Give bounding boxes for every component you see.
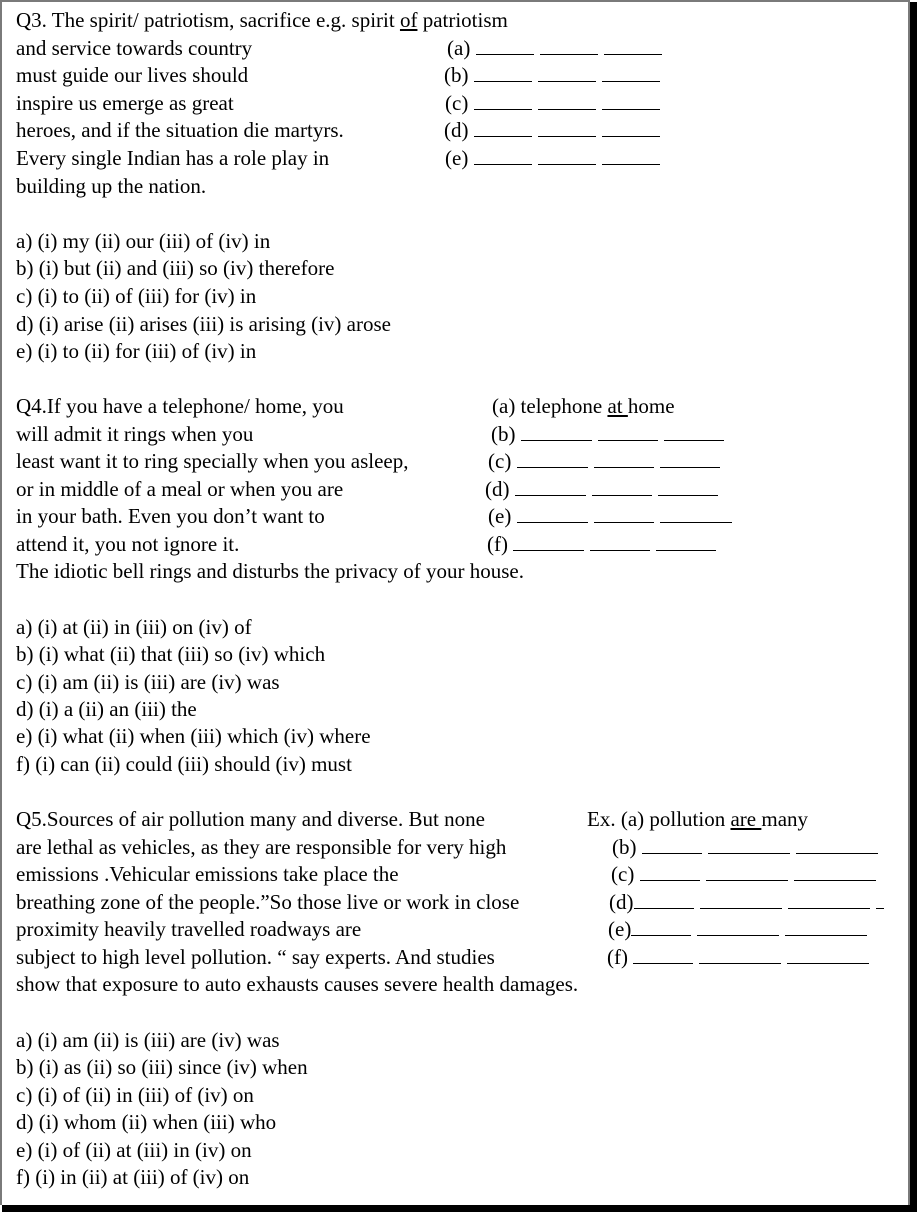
answer-blank[interactable] [538, 91, 596, 110]
q5-passage-line-3: emissions .Vehicular emissions take place the [16, 862, 399, 886]
q5-option-f: f) (i) in (ii) at (iii) of (iv) on [16, 1165, 250, 1189]
q4-passage-line-1: Q4.If you have a telephone/ home, you [16, 394, 344, 418]
q3-answer-label: (d) [444, 118, 469, 142]
q3-option-a: a) (i) my (ii) our (iii) of (iv) in [16, 229, 271, 253]
answer-blank[interactable] [521, 422, 592, 441]
answer-blank[interactable] [592, 477, 652, 496]
q4-example-underlined: at [607, 394, 628, 418]
q4-answer-label: (f) [487, 532, 508, 556]
q5-answer-row-e [608, 917, 873, 941]
answer-blank[interactable] [474, 91, 532, 110]
q4-passage-line-2: will admit it rings when you [16, 422, 254, 446]
q5-answer-row-d [609, 890, 890, 914]
answer-blank[interactable] [517, 449, 588, 468]
answer-blank[interactable] [634, 890, 694, 909]
answer-blank[interactable] [602, 146, 660, 165]
q3-passage-text: Q3. The spirit/ patriotism, sacrifice e.g. spirit [16, 8, 400, 32]
answer-blank[interactable] [538, 146, 596, 165]
q3-answer-row-a [447, 36, 668, 60]
frame-shadow-bottom [2, 1205, 917, 1212]
q5-answer-row-b [612, 835, 884, 859]
q3-answer-row-c [445, 91, 666, 115]
q5-option-d: d) (i) whom (ii) when (iii) who [16, 1110, 277, 1134]
q3-answer-label: (b) [444, 63, 469, 87]
q4-answer-row-b [491, 422, 730, 446]
q3-answer-row-e [445, 146, 666, 170]
q5-answer-label: (d) [609, 890, 634, 914]
answer-blank[interactable] [598, 422, 658, 441]
answer-blank[interactable] [656, 532, 716, 551]
q5-answer-label: (c) [611, 862, 635, 886]
answer-blank[interactable] [590, 532, 650, 551]
q5-passage-line-6: subject to high level pollution. “ say experts. And studies [16, 945, 495, 969]
answer-blank[interactable] [660, 449, 720, 468]
q4-answer-label: (c) [488, 449, 512, 473]
q4-answer-row-e [488, 504, 738, 528]
q3-answer-row-b [444, 63, 666, 87]
q3-option-e: e) (i) to (ii) for (iii) of (iv) in [16, 339, 257, 363]
q5-answer-label: (b) [612, 835, 637, 859]
q5-passage-line-1: Q5.Sources of air pollution many and diverse. But none [16, 807, 485, 831]
answer-blank[interactable] [697, 917, 779, 936]
q3-answer-label: (a) [447, 36, 471, 60]
q4-option-e: e) (i) what (ii) when (iii) which (iv) where [16, 724, 371, 748]
q4-option-d: d) (i) a (ii) an (iii) the [16, 697, 197, 721]
answer-blank[interactable] [633, 945, 693, 964]
q3-answer-label: (e) [445, 146, 469, 170]
q4-example-row [492, 394, 675, 418]
q5-passage-line-4: breathing zone of the people.”So those live or work in close [16, 890, 520, 914]
answer-blank[interactable] [515, 477, 586, 496]
q5-option-c: c) (i) of (ii) in (iii) of (iv) on [16, 1083, 254, 1107]
q5-answer-row-c [611, 862, 882, 886]
q4-answer-row-d [485, 477, 724, 501]
q4-passage-line-4: or in middle of a meal or when you are [16, 477, 344, 501]
answer-blank[interactable] [538, 118, 596, 137]
answer-blank[interactable] [602, 118, 660, 137]
q5-example-underlined: are [730, 807, 762, 831]
q5-passage-line-2: are lethal as vehicles, as they are responsible for very high [16, 835, 507, 859]
q4-passage-line-3: least want it to ring specially when you asleep, [16, 449, 409, 473]
q5-answer-label: (f) [607, 945, 628, 969]
answer-blank[interactable] [602, 91, 660, 110]
q3-answer-label: (c) [445, 91, 469, 115]
q4-example-label: (a) telephone [492, 394, 608, 418]
answer-blank[interactable] [658, 477, 718, 496]
answer-blank[interactable] [787, 945, 869, 964]
answer-blank[interactable] [602, 63, 660, 82]
q3-answer-row-d [444, 118, 666, 142]
q3-option-b: b) (i) but (ii) and (iii) so (iv) therefore [16, 256, 335, 280]
q3-option-d: d) (i) arise (ii) arises (iii) is arising (iv) arose [16, 312, 391, 336]
answer-blank[interactable] [794, 862, 876, 881]
frame-shadow-right [910, 2, 917, 1212]
answer-blank[interactable] [699, 945, 781, 964]
q3-passage-line-2: and service towards country [16, 36, 253, 60]
answer-blank[interactable] [876, 890, 884, 909]
answer-blank[interactable] [706, 862, 788, 881]
q4-answer-row-c [488, 449, 726, 473]
answer-blank[interactable] [788, 890, 870, 909]
answer-blank[interactable] [538, 63, 596, 82]
answer-blank[interactable] [660, 504, 732, 523]
q5-example-label: Ex. (a) pollution [587, 807, 731, 831]
q3-passage-line-1 [16, 8, 508, 32]
q3-passage-line-6: Every single Indian has a role play in [16, 146, 330, 170]
answer-blank[interactable] [700, 890, 782, 909]
q5-option-a: a) (i) am (ii) is (iii) are (iv) was [16, 1028, 280, 1052]
answer-blank[interactable] [474, 118, 532, 137]
q5-answer-label: (e) [608, 917, 632, 941]
answer-blank[interactable] [631, 917, 691, 936]
q3-example-after: patriotism [417, 8, 508, 32]
answer-blank[interactable] [796, 835, 878, 854]
answer-blank[interactable] [540, 36, 598, 55]
q5-option-b: b) (i) as (ii) so (iii) since (iv) when [16, 1055, 308, 1079]
answer-blank[interactable] [517, 504, 588, 523]
answer-blank[interactable] [640, 862, 700, 881]
answer-blank[interactable] [604, 36, 662, 55]
q4-answer-label: (d) [485, 477, 510, 501]
q4-answer-row-f [487, 532, 722, 556]
answer-blank[interactable] [785, 917, 867, 936]
answer-blank[interactable] [513, 532, 584, 551]
q4-option-a: a) (i) at (ii) in (iii) on (iv) of [16, 615, 252, 639]
answer-blank[interactable] [474, 146, 532, 165]
answer-blank[interactable] [708, 835, 790, 854]
q3-passage-line-4: inspire us emerge as great [16, 91, 234, 115]
q4-passage-line-5: in your bath. Even you don’t want to [16, 504, 325, 528]
q5-passage-line-7: show that exposure to auto exhausts causes severe health damages. [16, 972, 579, 996]
q4-answer-label: (e) [488, 504, 512, 528]
answer-blank[interactable] [594, 504, 654, 523]
q4-answer-label: (b) [491, 422, 516, 446]
q4-option-f: f) (i) can (ii) could (iii) should (iv) must [16, 752, 352, 776]
answer-blank[interactable] [642, 835, 702, 854]
q5-passage-line-5: proximity heavily travelled roadways are [16, 917, 362, 941]
q4-passage-line-7: The idiotic bell rings and disturbs the privacy of your house. [16, 559, 524, 583]
q5-answer-row-f [607, 945, 875, 969]
q5-example-row [587, 807, 808, 831]
q3-passage-line-7: building up the nation. [16, 174, 207, 198]
q4-example-after: home [627, 394, 675, 418]
q4-passage-line-6: attend it, you not ignore it. [16, 532, 240, 556]
answer-blank[interactable] [476, 36, 534, 55]
q3-option-c: c) (i) to (ii) of (iii) for (iv) in [16, 284, 257, 308]
q3-passage-line-3: must guide our lives should [16, 63, 249, 87]
answer-blank[interactable] [474, 63, 532, 82]
q5-example-after: many [761, 807, 809, 831]
q3-passage-line-5: heroes, and if the situation die martyrs. [16, 118, 344, 142]
q3-example-underlined: of [399, 8, 418, 32]
q4-option-c: c) (i) am (ii) is (iii) are (iv) was [16, 670, 280, 694]
answer-blank[interactable] [594, 449, 654, 468]
q4-option-b: b) (i) what (ii) that (iii) so (iv) which [16, 642, 326, 666]
answer-blank[interactable] [664, 422, 724, 441]
q5-option-e: e) (i) of (ii) at (iii) in (iv) on [16, 1138, 252, 1162]
